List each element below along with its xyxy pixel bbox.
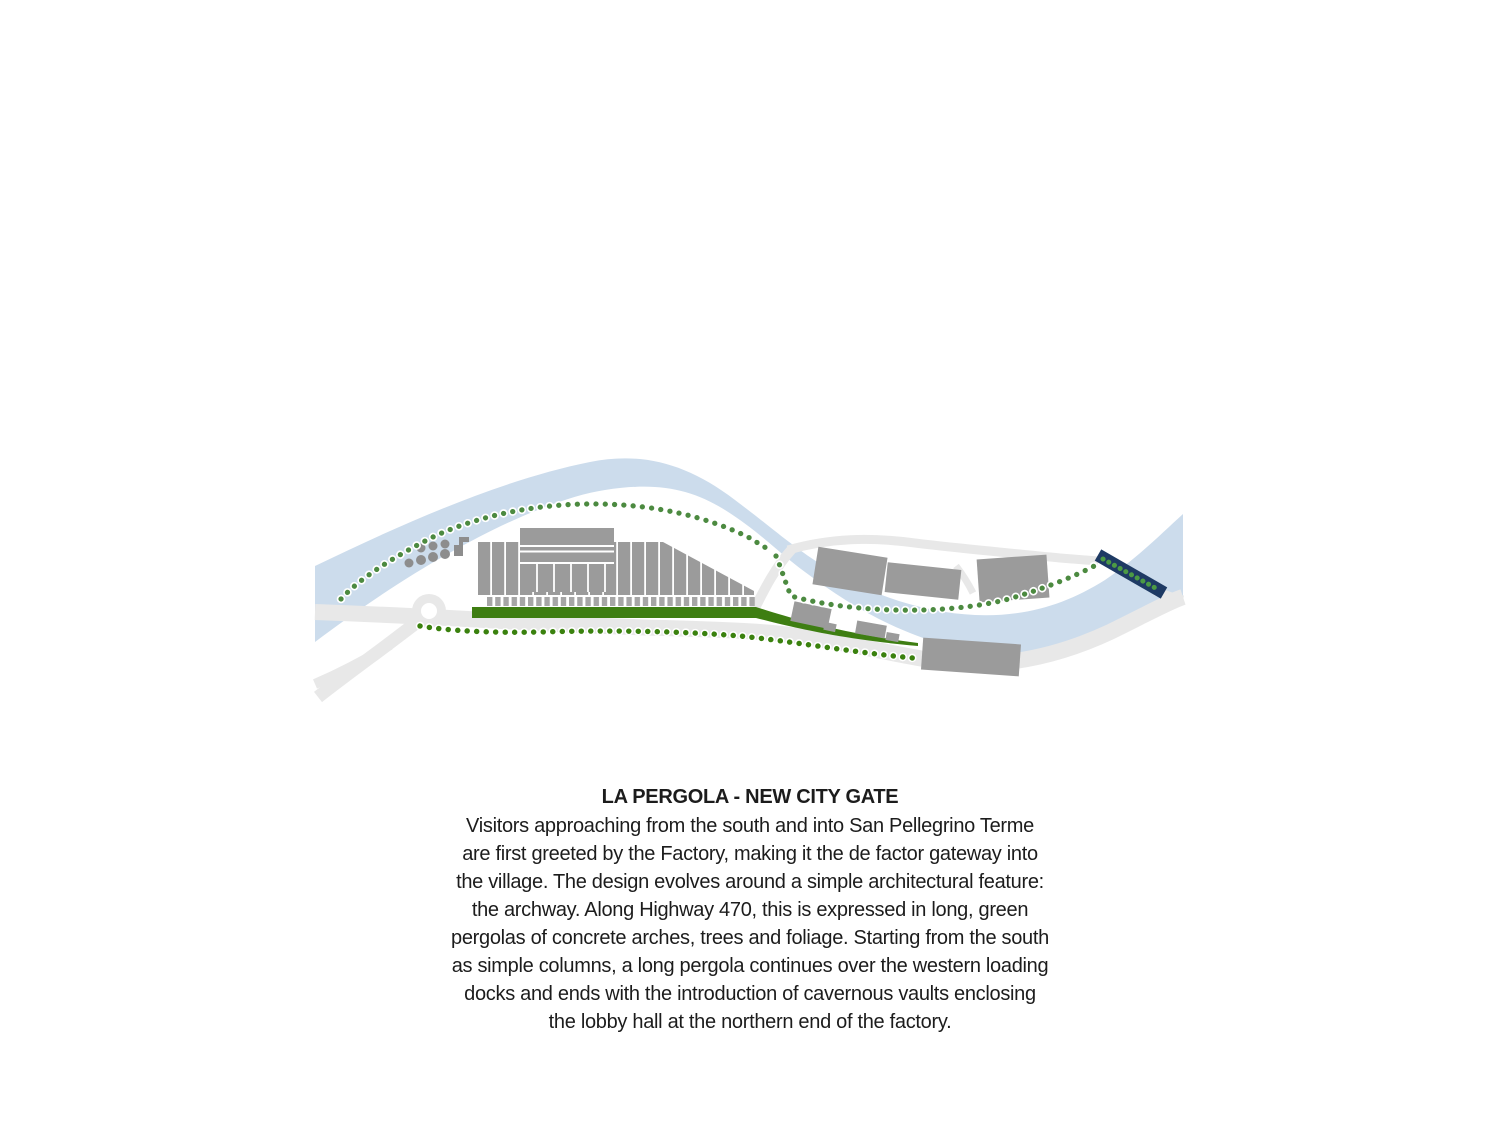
caption-body-line: the archway. Along Highway 470, this is expressed in long, green	[471, 899, 1029, 921]
factory	[454, 528, 757, 606]
caption-body-line: the village. The design evolves around a simple architectural feature:	[456, 871, 1044, 893]
building	[812, 547, 887, 595]
caption	[390, 783, 1110, 1036]
building	[921, 638, 1021, 677]
pergola-bar	[472, 607, 756, 618]
tree-icon	[428, 552, 438, 562]
tree-icon	[441, 540, 450, 549]
factory-center-block	[520, 528, 614, 563]
caption-body-line: pergolas of concrete arches, trees and foliage. Starting from the south	[451, 927, 1049, 949]
roundabout-island	[421, 603, 437, 619]
factory-loading-docks	[487, 597, 757, 606]
caption-body-line: the lobby hall at the northern end of the factory.	[548, 1011, 952, 1033]
tree-icon	[416, 555, 426, 565]
caption-body-line: as simple columns, a long pergola continues over the western loading	[451, 955, 1049, 977]
tree-icon	[440, 549, 450, 559]
factory-center-columns	[520, 564, 614, 592]
caption-body-line: are first greeted by the Factory, making it the de factor gateway into	[462, 843, 1038, 865]
factory-main-hall	[478, 542, 754, 595]
caption-body-line: Visitors approaching from the south and into San Pellegrino Terme	[466, 815, 1034, 837]
factory-center-columns-body	[520, 564, 614, 592]
tree-icon	[429, 542, 438, 551]
caption-body-line: docks and ends with the introduction of cavernous vaults enclosing	[464, 983, 1036, 1005]
building	[885, 562, 962, 600]
tree-icon	[405, 559, 414, 568]
caption-title: LA PERGOLA - NEW CITY GATE	[601, 786, 899, 808]
